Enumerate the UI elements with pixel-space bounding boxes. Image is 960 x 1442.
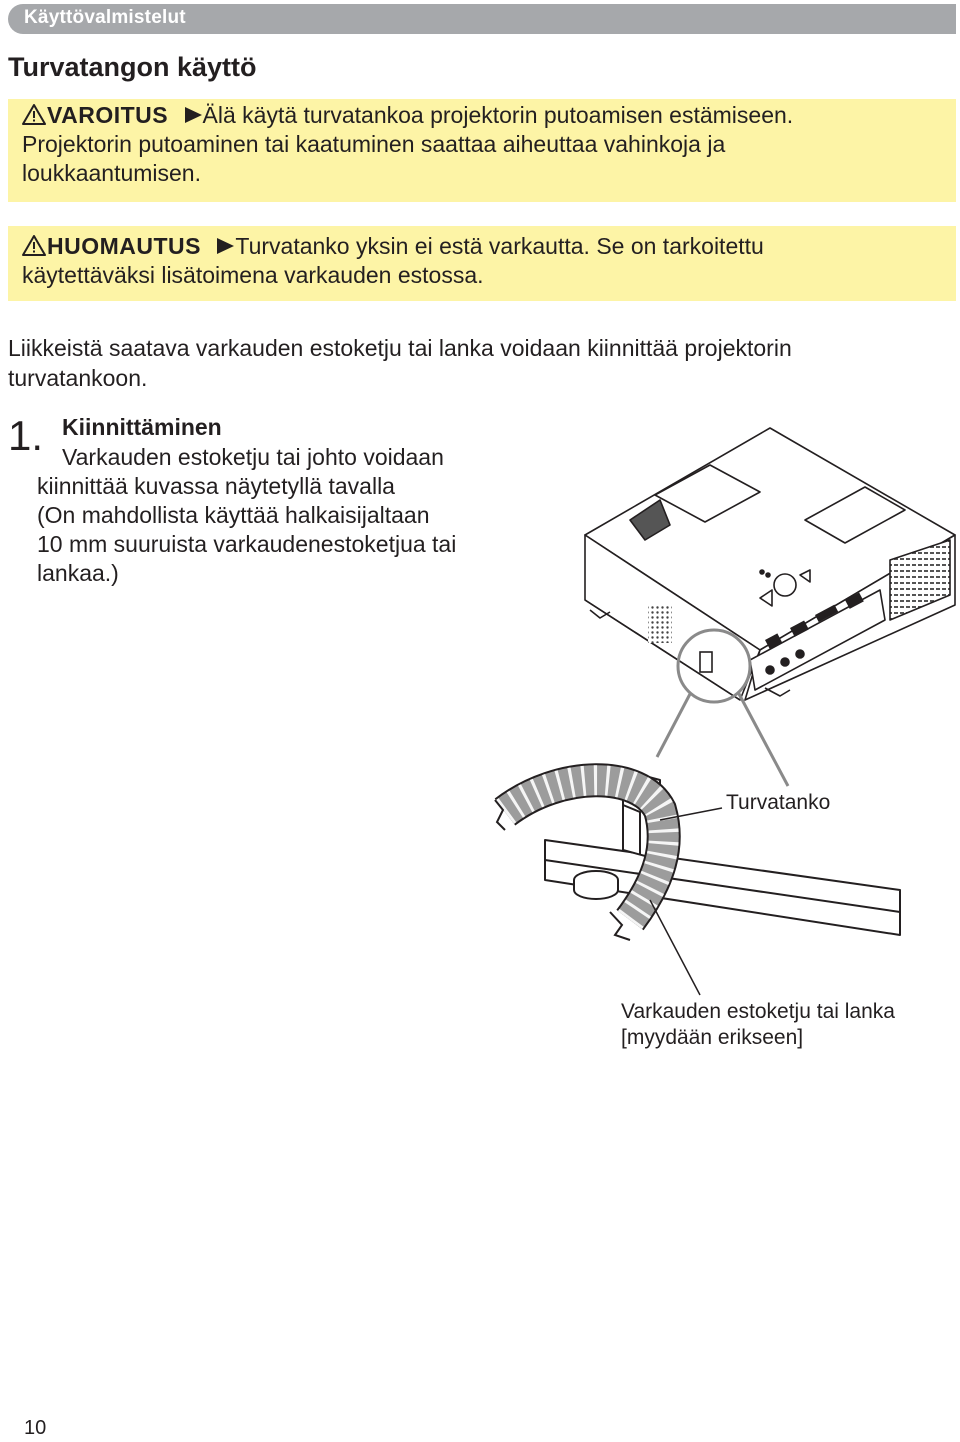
warning-line-2: Projektorin putoaminen tai kaatuminen saattaa aiheuttaa vahinkoja ja xyxy=(22,131,726,157)
lock-label-line-1: Varkauden estoketju tai lanka xyxy=(621,1000,895,1023)
page-number: 10 xyxy=(24,1417,47,1439)
step-desc-line-3: (On mahdollista käyttää halkaisijaltaan xyxy=(37,502,430,528)
warning-triangle-icon xyxy=(22,103,46,125)
caution-triangle-icon xyxy=(22,234,46,256)
intro-paragraph xyxy=(8,333,938,393)
intro-line-1: Liikkeistä saatava varkauden estoketju tai lanka voidaan kiinnittää projektorin xyxy=(8,335,792,361)
step-desc-line-4: 10 mm suuruista varkaudenestoketjua tai xyxy=(37,531,457,557)
warning-notice xyxy=(8,99,956,202)
caution-notice xyxy=(8,226,956,301)
step-description xyxy=(37,472,537,588)
section-header-label: Käyttövalmistelut xyxy=(24,7,186,28)
step-number: 1. xyxy=(8,412,44,459)
caution-line-2: käytettäväksi lisätoimena varkauden estossa. xyxy=(22,262,484,288)
step-desc-line-2: kiinnittää kuvassa näytetyllä tavalla xyxy=(37,473,395,499)
intro-line-2: turvatankoon. xyxy=(8,365,148,391)
lock-label-line-2: [myydään erikseen] xyxy=(621,1026,804,1049)
page-title: Turvatangon käyttö xyxy=(8,52,257,82)
warning-line-3: loukkaantumisen. xyxy=(22,160,201,186)
play-arrow-icon xyxy=(183,106,203,124)
caution-line-1 xyxy=(22,232,942,261)
warning-line-1 xyxy=(22,101,942,130)
lock-label-leader xyxy=(650,900,700,995)
warning-text-1: Älä käytä turvatankoa projektorin putoamisen estämiseen. xyxy=(202,102,794,128)
projector-drawing xyxy=(585,428,955,700)
security-bar-illustration xyxy=(480,420,960,1070)
step-desc-line-1: Varkauden estoketju tai johto voidaan xyxy=(62,444,444,470)
security-bar-slot-small xyxy=(700,652,712,672)
step-title: Kiinnittäminen xyxy=(62,414,222,440)
section-header-bar xyxy=(8,4,956,34)
caution-label: HUOMAUTUS xyxy=(47,233,201,259)
play-arrow-icon xyxy=(215,237,235,255)
warning-label: VAROITUS xyxy=(47,102,169,128)
lock-cable-label xyxy=(621,999,895,1051)
caution-text-1: Turvatanko yksin ei estä varkautta. Se on tarkoitettu xyxy=(235,233,764,259)
step-desc-line-5: lankaa.) xyxy=(37,560,119,586)
security-bar-label: Turvatanko xyxy=(726,791,831,814)
